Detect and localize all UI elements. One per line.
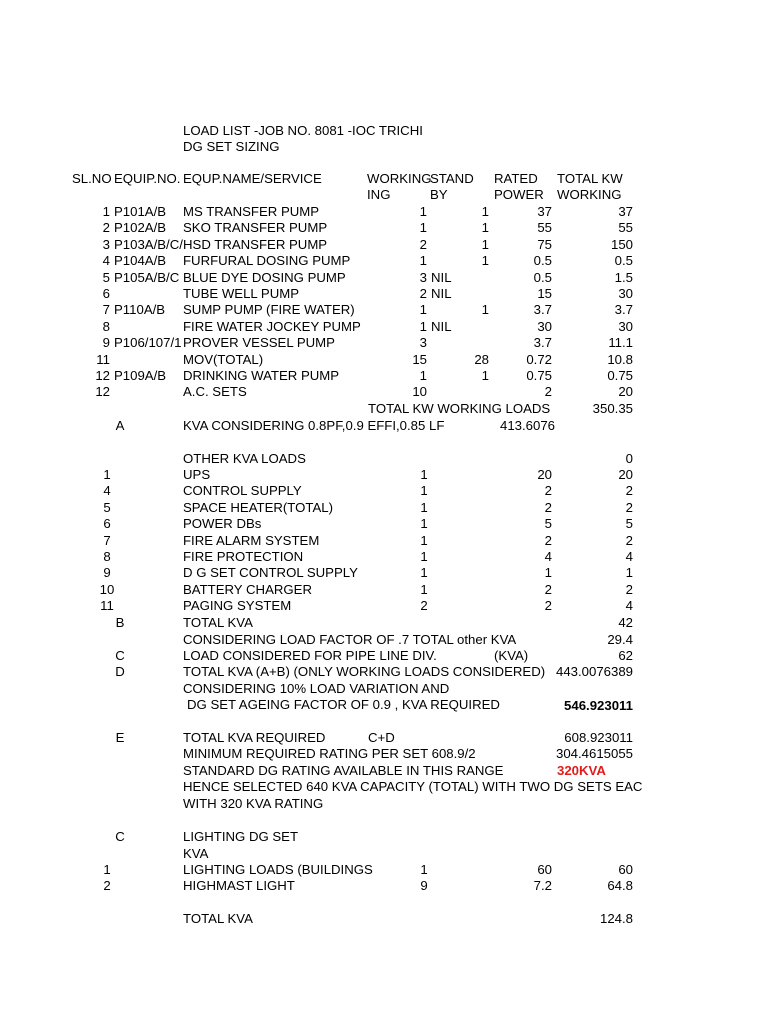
sl-no-cell: 10 [99, 581, 115, 597]
lighting-unit: KVA [183, 846, 209, 861]
working-qty-cell: 3 [419, 335, 427, 351]
working-qty-cell: 1 [420, 467, 428, 482]
service-name-cell: FIRE ALARM SYSTEM [183, 532, 320, 548]
sl-no-cell: 8 [102, 318, 110, 334]
total-kva-cell: 5 [625, 516, 633, 532]
rated-power-cell: 2 [544, 483, 552, 499]
service-name-cell: FURFURAL DOSING PUMP [183, 253, 351, 269]
rated-power-cell: 2 [544, 499, 552, 515]
rated-power-cell: 3.7 [533, 302, 552, 318]
header-rated-2: POWER [494, 187, 544, 202]
service-name-cell: BATTERY CHARGER [183, 581, 312, 597]
equip-no-cell: P105A/B/C [114, 269, 180, 285]
header-working-2: ING [367, 187, 391, 202]
sl-no-cell: 2 [103, 878, 111, 894]
standby-qty-cell: 1 [481, 253, 489, 269]
ageing-value: 546.923011 [564, 698, 633, 713]
total-kw-cell: 20 [618, 384, 633, 400]
rated-power-cell: 2 [544, 384, 552, 400]
service-name-cell: SKO TRANSFER PUMP [183, 220, 328, 236]
service-name-cell: FIRE WATER JOCKEY PUMP [183, 318, 361, 334]
total-kw-cell: 30 [618, 318, 633, 334]
hence-line-1: HENCE SELECTED 640 KVA CAPACITY (TOTAL) WITH TWO DG SETS EAC [183, 779, 643, 794]
rated-power-cell: 0.5 [533, 253, 552, 269]
working-qty-cell: 9 [420, 878, 428, 894]
working-qty-cell: 2 [420, 598, 428, 614]
sl-no-cell: 6 [102, 286, 110, 301]
min-rating-label: MINIMUM REQUIRED RATING PER SET 608.9/2 [183, 746, 476, 761]
working-qty-cell: 1 [420, 862, 428, 877]
rated-power-cell: 20 [537, 467, 552, 482]
total-e-value: 608.923011 [564, 730, 633, 745]
equip-no-cell: P106/107/1 [114, 335, 182, 351]
sl-no-cell: 4 [102, 253, 110, 269]
equip-no-cell: P104A/B [114, 253, 167, 269]
service-name-cell: TUBE WELL PUMP [183, 286, 300, 301]
sl-no-cell: 4 [103, 483, 111, 499]
service-name-cell: CONTROL SUPPLY [183, 483, 302, 499]
service-name-cell: DRINKING WATER PUMP [183, 368, 340, 383]
service-name-cell: D G SET CONTROL SUPPLY [183, 565, 358, 581]
header-standby-2: BY [430, 187, 448, 202]
service-name-cell: LIGHTING LOADS (BUILDINGS [183, 862, 373, 877]
rated-power-cell: 2 [544, 598, 552, 614]
sl-no-cell: 9 [102, 335, 110, 351]
service-name-cell: PROVER VESSEL PUMP [183, 335, 335, 351]
working-qty-cell: 1 [420, 549, 428, 564]
working-qty-cell: 2 [419, 236, 427, 252]
rated-power-cell: 55 [537, 220, 552, 236]
working-qty-cell: 1 [420, 565, 428, 581]
rated-power-cell: 60 [537, 862, 552, 877]
final-total-label: TOTAL KVA [183, 911, 253, 926]
service-name-cell: POWER DBs [183, 516, 262, 532]
equip-no-cell: P110A/B [114, 302, 166, 318]
service-name-cell: FIRE PROTECTION [183, 549, 304, 564]
standby-qty-cell: 1 [481, 236, 489, 252]
service-name-cell: UPS [183, 467, 211, 482]
kva-a-label: KVA CONSIDERING 0.8PF,0.9 EFFI,0.85 LF [183, 418, 445, 433]
sl-no-cell: 11 [96, 351, 110, 367]
total-kw-cell: 0.5 [614, 253, 633, 269]
sl-no-cell: 6 [103, 516, 111, 532]
sl-no-cell: 7 [102, 302, 110, 318]
rated-power-cell: 2 [544, 581, 552, 597]
standby-qty-cell: 28 [474, 351, 489, 367]
section-mark-d: D [115, 664, 125, 679]
hence-line-2: WITH 320 KVA RATING [183, 796, 324, 811]
load-factor-label: CONSIDERING LOAD FACTOR OF .7 TOTAL other KVA [183, 632, 517, 647]
header-name: EQUP.NAME/SERVICE [183, 171, 322, 186]
working-qty-cell: 10 [412, 384, 427, 400]
section-mark-a: A [115, 418, 125, 433]
pipe-c-label: LOAD CONSIDERED FOR PIPE LINE DIV. [183, 648, 437, 663]
service-name-cell: PAGING SYSTEM [183, 598, 292, 614]
pipe-c-value: 62 [618, 648, 633, 663]
rated-power-cell: 7.2 [533, 878, 552, 894]
sl-no-cell: 1 [103, 467, 111, 482]
sl-no-cell: 5 [102, 269, 110, 285]
standby-qty-cell: 1 [481, 302, 489, 318]
rated-power-cell: 4 [544, 549, 552, 564]
sl-no-cell: 1 [103, 862, 111, 877]
working-qty-cell: 1 [419, 318, 427, 334]
rated-power-cell: 3.7 [533, 335, 552, 351]
standby-qty-cell: NIL [431, 318, 452, 334]
section-mark-lighting: C [115, 829, 125, 844]
total-kw-cell: 37 [618, 204, 633, 219]
working-qty-cell: 1 [419, 368, 427, 383]
standard-value: 320KVA [557, 763, 606, 778]
service-name-cell: A.C. SETS [183, 384, 247, 400]
standby-qty-cell: NIL [431, 286, 452, 301]
standby-qty-cell: NIL [431, 269, 452, 285]
total-kw-cell: 55 [618, 220, 633, 236]
other-kva-value: 0 [625, 451, 633, 466]
total-kw-cell: 1.5 [614, 269, 633, 285]
total-kw-cell: 3.7 [614, 302, 633, 318]
total-d-value: 443.0076389 [555, 664, 633, 679]
total-kw-value: 350.35 [592, 401, 633, 416]
equip-no-cell: P109A/B [114, 368, 167, 383]
total-kw-cell: 10.8 [607, 351, 633, 367]
total-d-label: TOTAL KVA (A+B) (ONLY WORKING LOADS CONSIDERED) [183, 664, 546, 679]
document-subtitle: DG SET SIZING [183, 139, 280, 154]
total-kva-cell: 20 [618, 467, 633, 482]
total-b-value: 42 [618, 615, 633, 630]
header-rated: RATED [494, 171, 538, 186]
ageing-label: DG SET AGEING FACTOR OF 0.9 , KVA REQUIRED [187, 697, 500, 712]
working-qty-cell: 1 [420, 483, 428, 499]
working-qty-cell: 3 [419, 269, 427, 285]
header-total-kw: TOTAL KW [557, 171, 623, 186]
sl-no-cell: 11 [100, 598, 114, 614]
working-qty-cell: 1 [420, 532, 428, 548]
total-kva-cell: 64.8 [607, 878, 633, 894]
header-working: WORKING [367, 171, 432, 186]
rated-power-cell: 37 [537, 204, 552, 219]
standby-qty-cell: 1 [481, 220, 489, 236]
service-name-cell: HIGHMAST LIGHT [183, 878, 295, 894]
rated-power-cell: 30 [537, 318, 552, 334]
rated-power-cell: 15 [537, 286, 552, 301]
rated-power-cell: 0.5 [533, 269, 552, 285]
load-factor-value: 29.4 [607, 632, 633, 647]
sl-no-cell: 9 [103, 565, 111, 581]
rated-power-cell: 2 [544, 532, 552, 548]
working-qty-cell: 1 [419, 220, 427, 236]
section-mark-e: E [115, 730, 125, 745]
service-name-cell: HSD TRANSFER PUMP [183, 236, 328, 252]
standard-label: STANDARD DG RATING AVAILABLE IN THIS RANGE [183, 763, 504, 778]
equip-no-cell: P101A/B [114, 204, 167, 219]
total-kva-cell: 2 [625, 532, 633, 548]
document-title: LOAD LIST -JOB NO. 8081 -IOC TRICHI [183, 123, 423, 138]
sl-no-cell: 5 [103, 499, 111, 515]
header-standby: STAND [430, 171, 474, 186]
service-name-cell: MS TRANSFER PUMP [183, 204, 320, 219]
sl-no-cell: 3 [102, 236, 110, 252]
kva-a-value: 413.6076 [500, 418, 556, 433]
total-kva-cell: 2 [625, 483, 633, 499]
total-kva-cell: 4 [625, 598, 633, 614]
header-sl-no: SL.NO [72, 171, 112, 186]
variation-label: CONSIDERING 10% LOAD VARIATION AND [183, 681, 450, 696]
standby-qty-cell: 1 [481, 368, 489, 383]
total-kva-cell: 60 [618, 862, 633, 877]
total-kva-cell: 2 [625, 581, 633, 597]
total-kva-cell: 1 [625, 565, 633, 581]
sl-no-cell: 8 [103, 549, 111, 564]
section-mark-b: B [115, 615, 125, 630]
sl-no-cell: 12 [95, 384, 110, 400]
working-qty-cell: 1 [419, 204, 427, 219]
working-qty-cell: 1 [420, 581, 428, 597]
total-kva-cell: 2 [625, 499, 633, 515]
equip-no-cell: P102A/B [114, 220, 167, 236]
sl-no-cell: 1 [102, 204, 110, 219]
header-equip-no: EQUIP.NO. [114, 171, 181, 186]
total-kw-label: TOTAL KW WORKING LOADS [368, 401, 551, 416]
total-kw-cell: 30 [618, 286, 633, 301]
rated-power-cell: 75 [537, 236, 552, 252]
pipe-c-unit: (KVA) [494, 648, 529, 663]
total-kw-cell: 0.75 [607, 368, 633, 383]
sl-no-cell: 7 [103, 532, 111, 548]
rated-power-cell: 1 [544, 565, 552, 581]
total-b-label: TOTAL KVA [183, 615, 253, 630]
total-e-label: TOTAL KVA REQUIRED [183, 730, 326, 745]
final-total-value: 124.8 [599, 911, 633, 926]
service-name-cell: MOV(TOTAL) [183, 351, 264, 367]
service-name-cell: SPACE HEATER(TOTAL) [183, 499, 333, 515]
working-qty-cell: 1 [419, 253, 427, 269]
working-qty-cell: 1 [420, 516, 428, 532]
total-kva-cell: 4 [625, 549, 633, 564]
rated-power-cell: 5 [544, 516, 552, 532]
sl-no-cell: 12 [95, 368, 110, 383]
equip-no-cell: P103A/B/C/ [114, 236, 183, 252]
rated-power-cell: 0.72 [526, 351, 552, 367]
working-qty-cell: 15 [412, 351, 427, 367]
total-kw-cell: 150 [610, 236, 633, 252]
section-mark-c: C [115, 648, 125, 663]
working-qty-cell: 1 [420, 499, 428, 515]
min-rating-value: 304.4615055 [555, 746, 633, 761]
header-total-kw-2: WORKING [557, 187, 622, 202]
total-e-formula: C+D [368, 730, 395, 745]
standby-qty-cell: 1 [481, 204, 489, 219]
lighting-label: LIGHTING DG SET [183, 829, 299, 844]
working-qty-cell: 2 [419, 286, 427, 301]
working-qty-cell: 1 [419, 302, 427, 318]
rated-power-cell: 0.75 [526, 368, 552, 383]
service-name-cell: BLUE DYE DOSING PUMP [183, 269, 346, 285]
total-kw-cell: 11.1 [608, 335, 633, 351]
sl-no-cell: 2 [102, 220, 110, 236]
service-name-cell: SUMP PUMP (FIRE WATER) [183, 302, 355, 318]
other-kva-label: OTHER KVA LOADS [183, 451, 306, 466]
